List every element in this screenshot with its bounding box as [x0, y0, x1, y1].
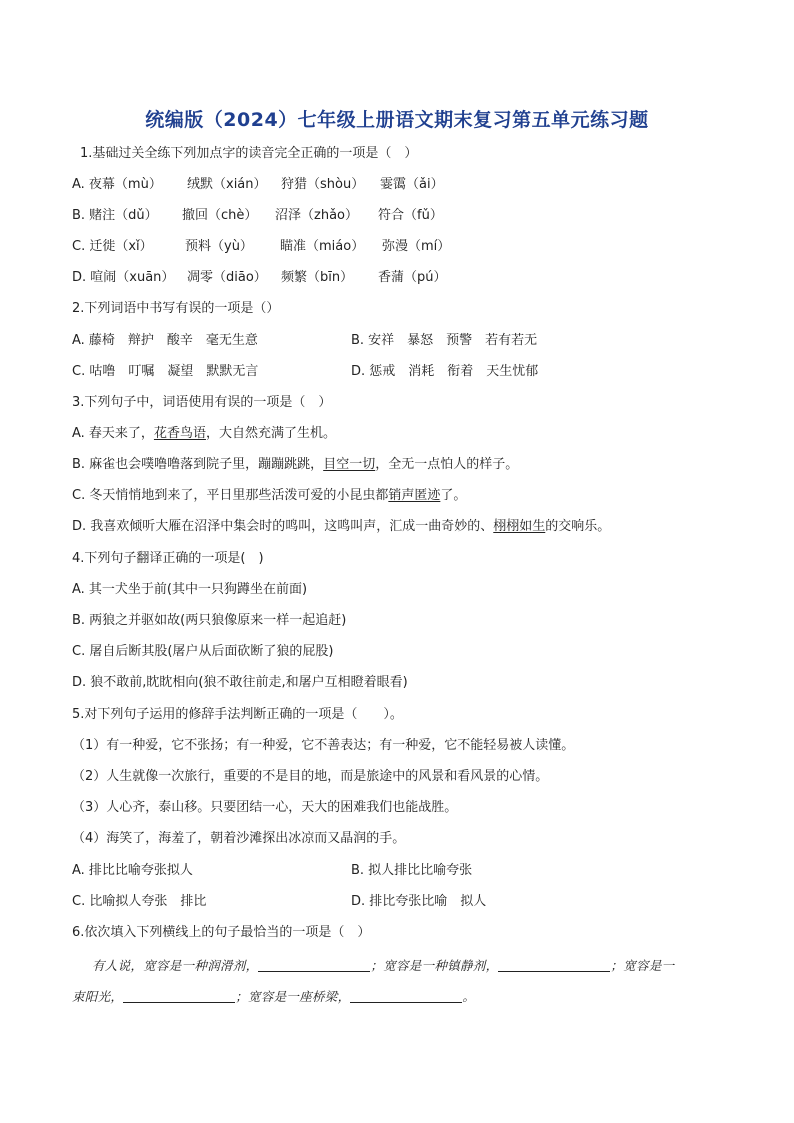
q6-passage-line-1 — [92, 957, 674, 975]
q4-option-b: B. 两狼之并驱如故(两只狼像原来一样一起追赶) — [72, 613, 347, 628]
q2-option-b: B. 安祥 暴怒 预警 若有若无 — [351, 333, 538, 348]
q3-a-underlined: 花香鸟语 — [153, 426, 206, 441]
q1-a-1: A. 夜幕（mù） — [72, 177, 162, 192]
q6-blank-3 — [123, 1002, 235, 1003]
q3-stem: 3.下列句子中，词语使用有误的一项是（ ） — [72, 395, 332, 410]
q3-c-underlined: 销声匿迹 — [388, 488, 441, 503]
q6-line2-c: 。 — [462, 989, 476, 1004]
q3-option-c — [72, 487, 466, 505]
q3-option-d — [72, 518, 610, 536]
q5-option-c: C. 比喻拟人夸张 排比 — [72, 894, 207, 909]
q3-a-post: ，大自然充满了生机。 — [205, 426, 336, 441]
q2-stem: 2.下列词语中书写有误的一项是（） — [72, 301, 280, 316]
q6-line1-a: 有人说，宽容是一种润滑剂， — [92, 958, 259, 973]
q3-option-a — [72, 425, 336, 443]
q6-line2-b: ；宽容是一座桥梁， — [235, 989, 351, 1004]
q1-c-4: 弥漫（mí） — [382, 239, 451, 254]
q6-line1-c: ；宽容是一 — [610, 958, 675, 973]
q1-b-3: 沼泽（zhǎo） — [275, 208, 358, 223]
q3-d-pre: D. 我喜欢倾听大雁在沼泽中集会时的鸣叫，这鸣叫声，汇成一曲奇妙的、 — [72, 519, 494, 534]
q3-c-post: 了。 — [440, 488, 467, 503]
q4-option-a: A. 其一犬坐于前(其中一只狗蹲坐在前面) — [72, 582, 308, 597]
q3-c-pre: C. 冬天悄悄地到来了，平日里那些活泼可爱的小昆虫都 — [72, 488, 389, 503]
page-title: 统编版（2024）七年级上册语文期末复习第五单元练习题 — [145, 109, 649, 131]
q4-option-c: C. 屠自后断其股(屠户从后面砍断了狼的屁股) — [72, 644, 334, 659]
q5-option-a: A. 排比比喻夸张拟人 — [72, 863, 193, 878]
q6-blank-4 — [350, 1002, 462, 1003]
q1-c-3: 瞄准（miáo） — [280, 239, 365, 254]
q1-d-4: 香蒲（pú） — [378, 270, 447, 285]
q2-option-d: D. 惩戒 消耗 衔着 天生忧郁 — [351, 364, 539, 379]
q3-b-pre: B. 麻雀也会噗噜噜落到院子里，蹦蹦跳跳， — [72, 457, 324, 472]
q1-b-4: 符合（fǔ） — [378, 208, 443, 223]
q1-b-2: 撤回（chè） — [182, 208, 258, 223]
q1-a-2: 绒默（xián） — [187, 177, 267, 192]
q1-d-3: 频繁（bīn） — [281, 270, 354, 285]
q5-option-d: D. 排比夸张比喻 拟人 — [351, 894, 487, 909]
q3-b-post: ，全无一点怕人的样子。 — [375, 457, 519, 472]
q6-line1-b: ；宽容是一种镇静剂， — [370, 958, 499, 973]
q3-option-b — [72, 456, 518, 474]
q1-d-2: 凋零（diāo） — [187, 270, 267, 285]
q3-d-post: 的交响乐。 — [545, 519, 611, 534]
q5-sentence-2: （2）人生就像一次旅行，重要的不是目的地，而是旅途中的风景和看风景的心情。 — [72, 769, 549, 784]
q1-stem: 1.基础过关全练下列加点字的读音完全正确的一项是（ ） — [80, 146, 418, 161]
q5-sentence-1: （1）有一种爱，它不张扬；有一种爱，它不善表达；有一种爱，它不能轻易被人读懂。 — [72, 738, 575, 753]
q3-a-pre: A. 春天来了， — [72, 426, 154, 441]
q3-d-underlined: 栩栩如生 — [493, 519, 546, 534]
q1-a-4: 霎霭（ǎi） — [380, 177, 444, 192]
q5-stem: 5.对下列句子运用的修辞手法判断正确的一项是（ ）。 — [72, 707, 403, 722]
q6-passage-line-2 — [72, 988, 475, 1006]
q5-sentence-4: （4）海笑了，海羞了，朝着沙滩探出冰凉而又晶润的手。 — [72, 831, 406, 846]
q4-option-d: D. 狼不敢前,眈眈相向(狼不敢往前走,和屠户互相瞪着眼看) — [72, 675, 408, 690]
q1-b-1: B. 赌注（dǔ） — [72, 208, 158, 223]
q6-blank-1 — [258, 971, 370, 972]
q2-option-c: C. 咕噜 叮嘱 凝望 默默无言 — [72, 364, 259, 379]
q6-line2-a: 束阳光， — [72, 989, 124, 1004]
q1-c-1: C. 迁徙（xǐ） — [72, 239, 153, 254]
q1-d-1: D. 喧闹（xuān） — [72, 270, 175, 285]
q4-stem: 4.下列句子翻译正确的一项是( ) — [72, 551, 264, 566]
q2-option-a: A. 藤椅 辩护 酸辛 毫无生意 — [72, 333, 258, 348]
q3-b-underlined: 目空一切 — [323, 457, 376, 472]
q6-stem: 6.依次填入下列横线上的句子最恰当的一项是（ ） — [72, 925, 371, 940]
q1-c-2: 预料（yù） — [185, 239, 253, 254]
q5-option-b: B. 拟人排比比喻夸张 — [351, 863, 473, 878]
q1-a-3: 狩猎（shòu） — [281, 177, 365, 192]
q6-blank-2 — [498, 971, 610, 972]
q5-sentence-3: （3）人心齐，泰山移。只要团结一心，天大的困难我们也能战胜。 — [72, 800, 458, 815]
